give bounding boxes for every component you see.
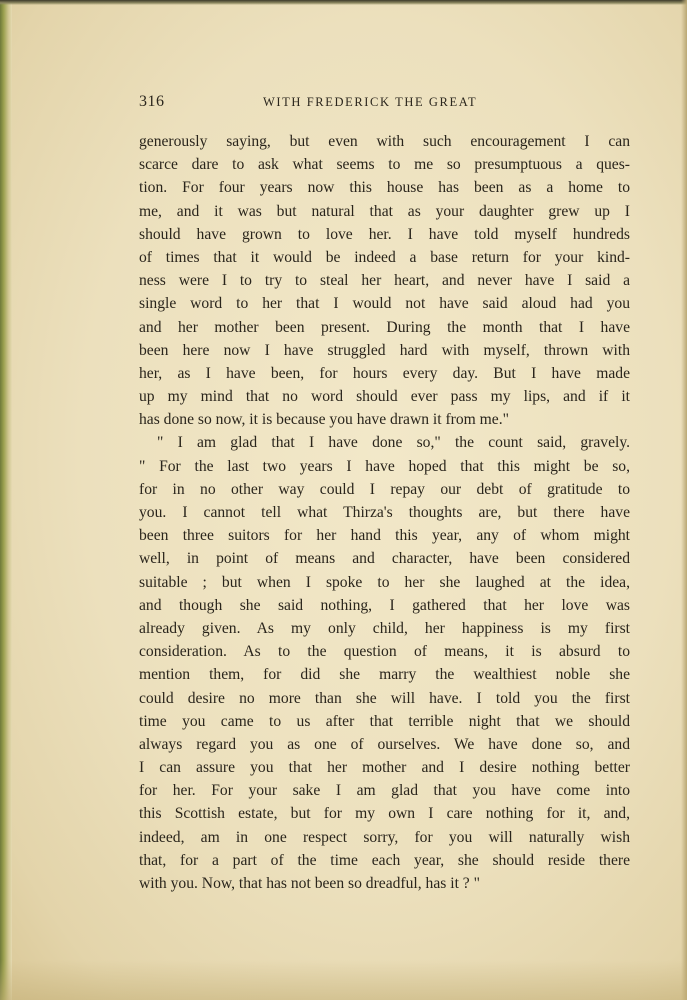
text-line: been here now I have struggled hard with myself, thrown with [139,341,630,359]
text-line: I can assure you that her mother and I desire nothing better [139,759,630,777]
text-line: indeed, am in one respect sorry, for you will naturally wish [139,828,630,846]
text-line: me, and it was but natural that as your daughter grew up I [139,202,630,220]
text-line: and her mother been present. During the month that I have [139,318,630,336]
text-line: generously saying, but even with such encouragement I can [139,133,630,150]
text-line: already given. As my only child, her happiness is my first [139,619,630,637]
text-line: " For the last two years I have hoped that this might be so, [139,457,630,475]
page-header [139,93,630,113]
text-line: time you came to us after that terrible night that we should [139,712,630,730]
page-bottom-shading [0,960,687,1000]
text-line: mention them, for did she marry the wealthiest noble she [139,666,630,684]
text-line: ness were I to try to steal her heart, and never have I said a [139,272,630,290]
text-line: for her. For your sake I am glad that you have come into [139,782,630,800]
text-line: this Scottish estate, but for my own I care nothing for it, and, [139,805,630,823]
text-line: of times that it would be indeed a base return for your kind- [139,248,630,266]
text-line: " I am glad that I have done so," the count said, gravely. [157,434,630,452]
text-line: suitable ; but when I spoke to her she laughed at the idea, [139,573,630,591]
text-line: and though she said nothing, I gathered that her love was [139,596,630,614]
text-line: could desire no more than she will have. I told you the first [139,689,630,707]
text-line: for in no other way could I repay our debt of gratitude to [139,480,630,498]
text-line: consideration. As to the question of means, it is absurd to [139,643,630,661]
page-binding-edge [0,0,12,1000]
text-line: tion. For four years now this house has been as a home to [139,179,630,197]
page-right-edge [681,0,687,1000]
text-line: well, in point of means and character, have been considered [139,550,630,568]
text-line: been three suitors for her hand this year, any of whom might [139,527,630,545]
body-text [139,130,630,895]
page-top-edge [0,0,687,5]
text-line: you. I cannot tell what Thirza's thoughts are, but there have [139,504,630,521]
text-line: that, for a part of the time each year, she should reside there [139,851,630,869]
text-line: her, as I have been, for hours every day. But I have made [139,364,630,382]
text-line: has done so now, it is because you have drawn it from me." [139,411,509,429]
text-line: scarce dare to ask what seems to me so presumptuous a ques- [139,156,630,174]
page-number: 316 [139,93,165,110]
text-line: single word to her that I would not have said aloud had you [139,295,630,313]
text-line: up my mind that no word should ever pass my lips, and if it [139,388,630,406]
text-line: with you. Now, that has not been so dreadful, has it ? " [139,875,480,892]
text-line: should have grown to love her. I have told myself hundreds [139,225,630,243]
running-title: WITH FREDERICK THE GREAT [263,95,478,109]
text-line: always regard you as one of ourselves. We have done so, and [139,735,630,753]
